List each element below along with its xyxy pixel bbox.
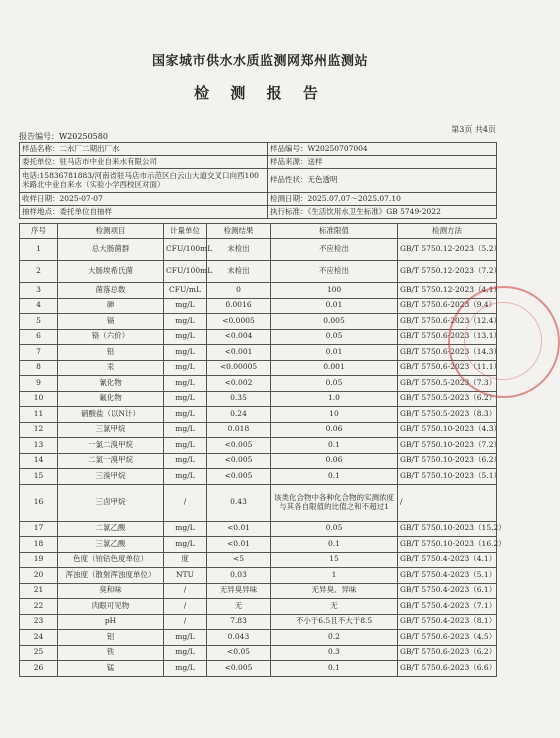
method-cell: GB/T 5750.10-2023（6.2） (398, 453, 497, 469)
standard-limit-cell: 0.05 (271, 521, 398, 537)
method-cell: GB/T 5750.6-2023（12.4） (398, 314, 497, 330)
standard-limit-cell: 0.3 (271, 645, 398, 661)
standard-limit-cell: 0.05 (271, 376, 398, 392)
standard-limit-cell: 1 (271, 568, 398, 584)
row-number-cell: 10 (20, 391, 58, 407)
test-item-cell: 锰 (58, 661, 164, 677)
test-item-cell: 大肠埃希氏菌 (58, 261, 164, 283)
result-cell: <0.004 (207, 329, 271, 345)
row-number-cell: 18 (20, 537, 58, 553)
row-number-cell: 13 (20, 438, 58, 454)
method-cell: GB/T 5750.6-2023（14.3） (398, 345, 497, 361)
results-table (19, 223, 506, 677)
result-cell: <0.005 (207, 469, 271, 485)
row-number-cell: 11 (20, 407, 58, 423)
row-number-cell: 26 (20, 661, 58, 677)
method-cell: GB/T 5750.10-2023（4.3） (398, 422, 497, 438)
method-cell: GB/T 5750.6-2023（6.6） (398, 661, 497, 677)
table-header-row (20, 224, 497, 239)
test-item-cell: 氟化物 (58, 391, 164, 407)
table-row (20, 360, 497, 376)
result-cell: 0.24 (207, 407, 271, 423)
header-cell: 标准限值 (271, 224, 398, 239)
standard-limit-cell: 1.0 (271, 391, 398, 407)
method-cell: GB/T 5750.4-2023（4.1） (398, 552, 497, 568)
unit-cell: NTU (164, 568, 207, 584)
method-cell: GB/T 5750.12-2023（7.2） (398, 261, 497, 283)
row-number-cell: 5 (20, 314, 58, 330)
table-row (20, 422, 497, 438)
sample-source: 样品来源：送样 (268, 156, 497, 169)
table-row (20, 329, 497, 345)
table-row (20, 298, 497, 314)
table-row (20, 283, 497, 299)
standard-limit-cell: 0.05 (271, 329, 398, 345)
table-row (20, 614, 497, 630)
page-number: 第3页 共4页 (451, 125, 496, 134)
test-item-cell: 铝 (58, 630, 164, 646)
result-cell: <0.0005 (207, 314, 271, 330)
result-cell: <0.05 (207, 645, 271, 661)
method-cell: GB/T 5750.12-2023（5.2） (398, 239, 497, 261)
table-row (20, 630, 497, 646)
row-number-cell: 8 (20, 360, 58, 376)
unit-cell: mg/L (164, 537, 207, 553)
report-title: 检 测 报 告 (194, 84, 326, 102)
standard-limit-cell: 不应检出 (271, 261, 398, 283)
standard-limit-cell: 10 (271, 407, 398, 423)
unit-cell: mg/L (164, 453, 207, 469)
unit-cell: mg/L (164, 521, 207, 537)
row-number-cell: 12 (20, 422, 58, 438)
standard-limit-cell: 0.1 (271, 469, 398, 485)
standard-limit-cell: 0.005 (271, 314, 398, 330)
table-row (20, 239, 497, 261)
unit-cell: mg/L (164, 422, 207, 438)
row-number-cell: 4 (20, 298, 58, 314)
header-cell: 检测结果 (207, 224, 271, 239)
standard-limit-cell: 0.001 (271, 360, 398, 376)
row-number-cell: 7 (20, 345, 58, 361)
result-cell: 无异臭异味 (207, 583, 271, 599)
unit-cell: mg/L (164, 645, 207, 661)
sample-number: 样品编号：W20250707004 (268, 143, 497, 156)
standard-limit-cell: 0.06 (271, 453, 398, 469)
row-number-cell: 1 (20, 239, 58, 261)
method-cell: GB/T 5750.6-2023（11.1） (398, 360, 497, 376)
method-cell: GB/T 5750.5-2023（8.3） (398, 407, 497, 423)
unit-cell: mg/L (164, 360, 207, 376)
result-cell: <0.005 (207, 453, 271, 469)
table-row (20, 484, 497, 521)
method-cell: / (398, 484, 497, 521)
test-item-cell: 二氯一溴甲烷 (58, 453, 164, 469)
unit-cell: / (164, 484, 207, 521)
unit-cell: mg/L (164, 391, 207, 407)
unit-cell: mg/L (164, 661, 207, 677)
method-cell: GB/T 5750.10-2023（15.2） (398, 521, 497, 537)
row-number-cell: 19 (20, 552, 58, 568)
header-cell: 序号 (20, 224, 58, 239)
standard-limit-cell: 该类化合物中各种化合物的实测浓度与其各自限值的比值之和不超过1 (271, 484, 398, 521)
method-cell: GB/T 5750.6-2023（13.1） (398, 329, 497, 345)
table-row (20, 391, 497, 407)
unit-cell: / (164, 583, 207, 599)
row-number-cell: 21 (20, 583, 58, 599)
method-cell: GB/T 5750.4-2023（6.1） (398, 583, 497, 599)
method-cell: GB/T 5750.12-2023（4.1） (398, 283, 497, 299)
result-cell: 0.0016 (207, 298, 271, 314)
unit-cell: / (164, 599, 207, 615)
table-row (20, 521, 497, 537)
table-row (20, 376, 497, 392)
result-cell: <0.01 (207, 521, 271, 537)
row-number-cell: 23 (20, 614, 58, 630)
table-row (20, 453, 497, 469)
standard-limit-cell: 0.01 (271, 298, 398, 314)
official-seal (448, 286, 560, 398)
test-item-cell: 三氯乙酸 (58, 537, 164, 553)
result-cell: <5 (207, 552, 271, 568)
unit-cell: mg/L (164, 298, 207, 314)
test-item-cell: 镉 (58, 314, 164, 330)
row-number-cell: 9 (20, 376, 58, 392)
unit-cell: mg/L (164, 329, 207, 345)
method-cell: GB/T 5750.10-2023（5.1） (398, 469, 497, 485)
header-cell: 检测项目 (58, 224, 164, 239)
standard-limit-cell: 无 (271, 599, 398, 615)
unit-cell: CFU/100mL (164, 261, 207, 283)
result-cell: 0.43 (207, 484, 271, 521)
org-title: 国家城市供水水质监测网郑州监测站 (151, 54, 368, 69)
unit-cell: mg/L (164, 345, 207, 361)
standard-limit-cell: 0.01 (271, 345, 398, 361)
unit-cell: CFU/100mL (164, 239, 207, 261)
row-number-cell: 25 (20, 645, 58, 661)
test-item-cell: 硝酸盐（以N计） (58, 407, 164, 423)
standard-limit-cell: 0.1 (271, 438, 398, 454)
row-number-cell: 24 (20, 630, 58, 646)
test-item-cell: 汞 (58, 360, 164, 376)
row-number-cell: 15 (20, 469, 58, 485)
table-row (20, 599, 497, 615)
table-row (20, 537, 497, 553)
unit-cell: mg/L (164, 407, 207, 423)
table-row (20, 645, 497, 661)
row-number-cell: 6 (20, 329, 58, 345)
table-row (20, 438, 497, 454)
test-item-cell: 菌落总数 (58, 283, 164, 299)
standard-limit-cell: 0.1 (271, 661, 398, 677)
result-cell: 未检出 (207, 239, 271, 261)
method-cell: GB/T 5750.4-2023（8.1） (398, 614, 497, 630)
row-number-cell: 16 (20, 484, 58, 521)
method-cell: GB/T 5750.4-2023（5.1） (398, 568, 497, 584)
standard-limit-cell: 不应检出 (271, 239, 398, 261)
method-cell: GB/T 5750.6-2023（9.4） (398, 298, 497, 314)
method-cell: GB/T 5750.6-2023（4.5） (398, 630, 497, 646)
test-item-cell: 三溴甲烷 (58, 469, 164, 485)
unit-cell: / (164, 614, 207, 630)
test-item-cell: 色度（铂钴色度单位） (58, 552, 164, 568)
result-cell: 无 (207, 599, 271, 615)
standard-limit-cell: 不小于6.5且不大于8.5 (271, 614, 398, 630)
sample-info-table (19, 142, 497, 219)
table-row (20, 314, 497, 330)
report-number: 报告编号：W20250580 (19, 132, 108, 141)
result-cell: <0.005 (207, 438, 271, 454)
sample-name: 样品名称：二水厂二期出厂水 (20, 143, 268, 156)
standard-limit-cell: 0.2 (271, 630, 398, 646)
row-number-cell: 14 (20, 453, 58, 469)
unit-cell: 度 (164, 552, 207, 568)
test-item-cell: 铁 (58, 645, 164, 661)
row-number-cell: 3 (20, 283, 58, 299)
test-item-cell: 氰化物 (58, 376, 164, 392)
row-number-cell: 22 (20, 599, 58, 615)
standard-limit-cell: 0.06 (271, 422, 398, 438)
row-number-cell: 2 (20, 261, 58, 283)
result-cell: 0.03 (207, 568, 271, 584)
header-cell: 检测方法 (398, 224, 497, 239)
result-cell: <0.005 (207, 661, 271, 677)
test-item-cell: 三卤甲烷 (58, 484, 164, 521)
table-row (20, 661, 497, 677)
method-cell: GB/T 5750.10-2023（16.2） (398, 537, 497, 553)
method-cell: GB/T 5750.6-2023（6.2） (398, 645, 497, 661)
test-item-cell: 二氯乙酸 (58, 521, 164, 537)
table-row (20, 552, 497, 568)
test-item-cell: pH (58, 614, 164, 630)
row-number-cell: 17 (20, 521, 58, 537)
result-cell: 7.83 (207, 614, 271, 630)
table-row (20, 583, 497, 599)
unit-cell: CFU/mL (164, 283, 207, 299)
test-date: 检测日期：2025.07.07～2025.07.10 (268, 193, 497, 206)
result-cell: <0.01 (207, 537, 271, 553)
table-row (20, 261, 497, 283)
test-item-cell: 砷 (58, 298, 164, 314)
sampling-location: 抽样地点：委托单位自抽样 (20, 206, 268, 219)
unit-cell: mg/L (164, 376, 207, 392)
test-item-cell: 肉眼可见物 (58, 599, 164, 615)
test-item-cell: 一氯二溴甲烷 (58, 438, 164, 454)
standard-limit-cell: 0.1 (271, 537, 398, 553)
result-cell: 0 (207, 283, 271, 299)
test-item-cell: 浑浊度（散射浑浊度单位） (58, 568, 164, 584)
method-cell: GB/T 5750.5-2023（6.2） (398, 391, 497, 407)
test-item-cell: 三氯甲烷 (58, 422, 164, 438)
standard-limit-cell: 无异臭、异味 (271, 583, 398, 599)
result-cell: <0.002 (207, 376, 271, 392)
standard-limit-cell: 100 (271, 283, 398, 299)
receive-date: 收样日期：2025-07-07 (20, 193, 268, 206)
sample-character: 样品性状：无色透明 (268, 169, 497, 193)
result-cell: 0.018 (207, 422, 271, 438)
result-cell: 0.043 (207, 630, 271, 646)
result-cell: 0.35 (207, 391, 271, 407)
test-item-cell: 臭和味 (58, 583, 164, 599)
test-item-cell: 总大肠菌群 (58, 239, 164, 261)
table-row (20, 568, 497, 584)
standard: 执行标准：《生活饮用水卫生标准》GB 5749-2022 (268, 206, 497, 219)
unit-cell: mg/L (164, 314, 207, 330)
test-item-cell: 铅 (58, 345, 164, 361)
unit-cell: mg/L (164, 438, 207, 454)
unit-cell: mg/L (164, 469, 207, 485)
method-cell: GB/T 5750.10-2023（7.2） (398, 438, 497, 454)
client-contact: 电话:15836781883/河南省驻马店市示范区白云山大道交叉口向西100米路北中业自来水（实验小学西校区对面） (20, 169, 268, 193)
result-cell: 未检出 (207, 261, 271, 283)
header-cell: 计量单位 (164, 224, 207, 239)
client: 委托单位：驻马店市中业自来水有限公司 (20, 156, 268, 169)
test-item-cell: 铬（六价） (58, 329, 164, 345)
result-cell: <0.00005 (207, 360, 271, 376)
table-row (20, 345, 497, 361)
standard-limit-cell: 15 (271, 552, 398, 568)
unit-cell: mg/L (164, 630, 207, 646)
method-cell: GB/T 5750.5-2023（7.3） (398, 376, 497, 392)
row-number-cell: 20 (20, 568, 58, 584)
result-cell: <0.001 (207, 345, 271, 361)
table-row (20, 407, 497, 423)
method-cell: GB/T 5750.4-2023（7.1） (398, 599, 497, 615)
table-row (20, 469, 497, 485)
